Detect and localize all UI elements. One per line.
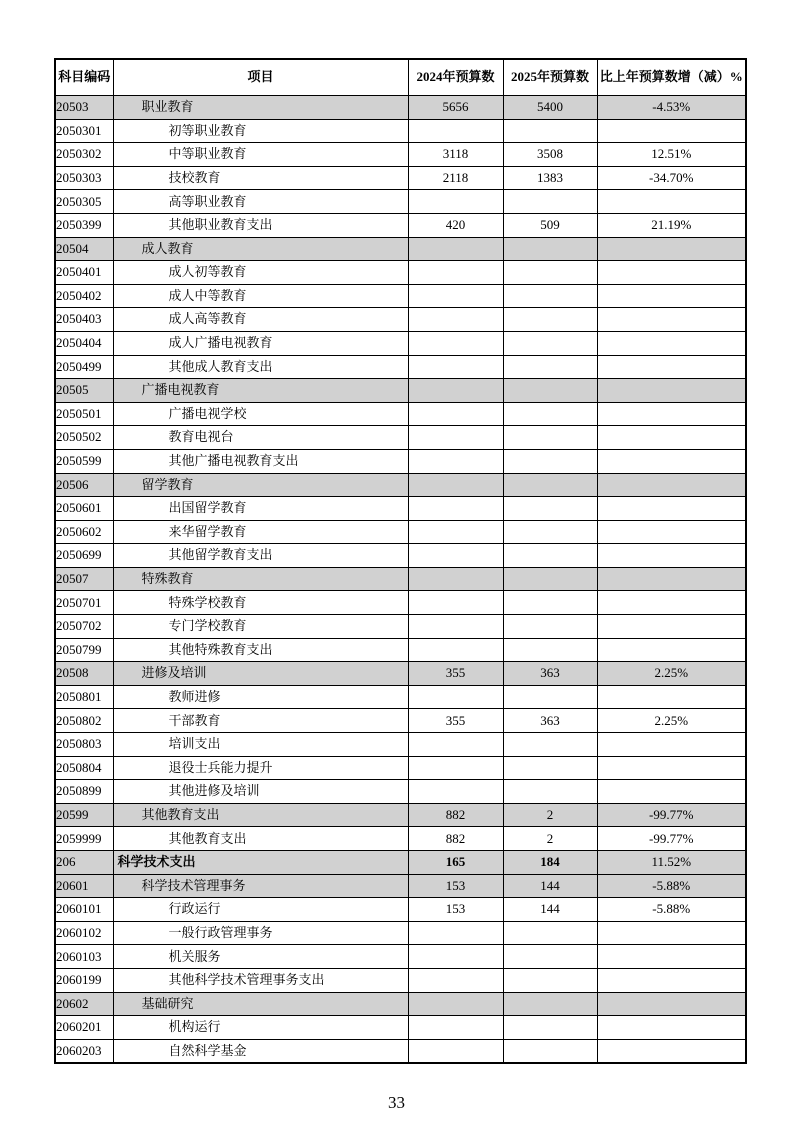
cell-budget-2024 bbox=[408, 685, 503, 709]
cell-item: 行政运行 bbox=[113, 898, 408, 922]
cell-budget-2025 bbox=[503, 497, 597, 521]
cell-budget-2024 bbox=[408, 968, 503, 992]
table-row bbox=[55, 921, 746, 945]
cell-code: 2050302 bbox=[55, 143, 113, 167]
cell-item: 成人高等教育 bbox=[113, 308, 408, 332]
cell-budget-2024 bbox=[408, 473, 503, 497]
col-header-change-pct: 比上年预算数增（减）% bbox=[597, 59, 746, 96]
cell-code: 2050301 bbox=[55, 119, 113, 143]
cell-budget-2024: 2118 bbox=[408, 166, 503, 190]
cell-budget-2025 bbox=[503, 284, 597, 308]
col-header-budget-2024: 2024年预算数 bbox=[408, 59, 503, 96]
cell-code: 2050399 bbox=[55, 213, 113, 237]
cell-change-pct bbox=[597, 449, 746, 473]
table-row bbox=[55, 473, 746, 497]
cell-budget-2025: 363 bbox=[503, 709, 597, 733]
cell-budget-2024 bbox=[408, 520, 503, 544]
cell-item: 其他成人教育支出 bbox=[113, 355, 408, 379]
cell-code: 2050501 bbox=[55, 402, 113, 426]
cell-budget-2025 bbox=[503, 449, 597, 473]
cell-change-pct: -4.53% bbox=[597, 96, 746, 120]
table-row bbox=[55, 143, 746, 167]
cell-budget-2024 bbox=[408, 190, 503, 214]
cell-code: 2060101 bbox=[55, 898, 113, 922]
cell-item: 干部教育 bbox=[113, 709, 408, 733]
cell-code: 2050401 bbox=[55, 261, 113, 285]
cell-budget-2024: 355 bbox=[408, 662, 503, 686]
cell-change-pct bbox=[597, 638, 746, 662]
cell-budget-2025 bbox=[503, 355, 597, 379]
table-row bbox=[55, 638, 746, 662]
table-row bbox=[55, 284, 746, 308]
cell-budget-2025 bbox=[503, 520, 597, 544]
cell-code: 20506 bbox=[55, 473, 113, 497]
cell-change-pct bbox=[597, 992, 746, 1016]
table-row bbox=[55, 449, 746, 473]
cell-item: 广播电视学校 bbox=[113, 402, 408, 426]
cell-item: 其他特殊教育支出 bbox=[113, 638, 408, 662]
cell-code: 20507 bbox=[55, 567, 113, 591]
table-row bbox=[55, 261, 746, 285]
cell-code: 2050601 bbox=[55, 497, 113, 521]
cell-code: 2050802 bbox=[55, 709, 113, 733]
cell-code: 20505 bbox=[55, 379, 113, 403]
cell-budget-2025: 144 bbox=[503, 898, 597, 922]
cell-code: 2050305 bbox=[55, 190, 113, 214]
cell-budget-2024 bbox=[408, 567, 503, 591]
cell-budget-2024 bbox=[408, 119, 503, 143]
table-row bbox=[55, 96, 746, 120]
cell-budget-2025 bbox=[503, 190, 597, 214]
cell-budget-2025 bbox=[503, 544, 597, 568]
cell-budget-2025 bbox=[503, 921, 597, 945]
cell-item: 其他科学技术管理事务支出 bbox=[113, 968, 408, 992]
cell-budget-2025 bbox=[503, 308, 597, 332]
cell-code: 20508 bbox=[55, 662, 113, 686]
cell-budget-2024 bbox=[408, 355, 503, 379]
cell-item: 进修及培训 bbox=[113, 662, 408, 686]
page-number: 33 bbox=[388, 1093, 405, 1112]
cell-change-pct bbox=[597, 615, 746, 639]
cell-budget-2024 bbox=[408, 615, 503, 639]
cell-code: 20599 bbox=[55, 803, 113, 827]
cell-item: 机关服务 bbox=[113, 945, 408, 969]
cell-code: 20601 bbox=[55, 874, 113, 898]
cell-budget-2024: 5656 bbox=[408, 96, 503, 120]
table-row bbox=[55, 497, 746, 521]
table-row bbox=[55, 544, 746, 568]
cell-item: 退役士兵能力提升 bbox=[113, 756, 408, 780]
cell-change-pct bbox=[597, 921, 746, 945]
cell-code: 2050701 bbox=[55, 591, 113, 615]
cell-item: 成人教育 bbox=[113, 237, 408, 261]
cell-change-pct bbox=[597, 733, 746, 757]
cell-code: 20503 bbox=[55, 96, 113, 120]
cell-budget-2024 bbox=[408, 921, 503, 945]
cell-budget-2024 bbox=[408, 945, 503, 969]
cell-change-pct: -5.88% bbox=[597, 898, 746, 922]
cell-code: 2060102 bbox=[55, 921, 113, 945]
cell-budget-2025 bbox=[503, 591, 597, 615]
cell-item: 其他留学教育支出 bbox=[113, 544, 408, 568]
cell-item: 其他教育支出 bbox=[113, 827, 408, 851]
cell-budget-2025 bbox=[503, 119, 597, 143]
cell-budget-2025 bbox=[503, 237, 597, 261]
cell-item: 初等职业教育 bbox=[113, 119, 408, 143]
table-row bbox=[55, 213, 746, 237]
cell-budget-2025 bbox=[503, 733, 597, 757]
table-row bbox=[55, 119, 746, 143]
cell-budget-2025 bbox=[503, 379, 597, 403]
cell-code: 20504 bbox=[55, 237, 113, 261]
table-row bbox=[55, 756, 746, 780]
cell-item: 特殊学校教育 bbox=[113, 591, 408, 615]
cell-code: 2050499 bbox=[55, 355, 113, 379]
cell-change-pct bbox=[597, 968, 746, 992]
cell-budget-2024 bbox=[408, 992, 503, 1016]
table-row bbox=[55, 615, 746, 639]
cell-change-pct: -99.77% bbox=[597, 803, 746, 827]
cell-budget-2025 bbox=[503, 426, 597, 450]
cell-code: 2050799 bbox=[55, 638, 113, 662]
table-row bbox=[55, 662, 746, 686]
cell-budget-2024 bbox=[408, 449, 503, 473]
table-row bbox=[55, 308, 746, 332]
cell-item: 广播电视教育 bbox=[113, 379, 408, 403]
cell-item: 培训支出 bbox=[113, 733, 408, 757]
cell-budget-2025: 184 bbox=[503, 851, 597, 875]
table-row bbox=[55, 426, 746, 450]
table-row bbox=[55, 237, 746, 261]
cell-budget-2024 bbox=[408, 379, 503, 403]
cell-budget-2024: 3118 bbox=[408, 143, 503, 167]
cell-budget-2025: 363 bbox=[503, 662, 597, 686]
cell-budget-2025 bbox=[503, 638, 597, 662]
cell-code: 206 bbox=[55, 851, 113, 875]
cell-change-pct bbox=[597, 591, 746, 615]
cell-item: 基础研究 bbox=[113, 992, 408, 1016]
cell-change-pct bbox=[597, 308, 746, 332]
cell-budget-2024 bbox=[408, 237, 503, 261]
cell-item: 成人广播电视教育 bbox=[113, 331, 408, 355]
cell-code: 2050804 bbox=[55, 756, 113, 780]
cell-budget-2024: 153 bbox=[408, 874, 503, 898]
table-row bbox=[55, 733, 746, 757]
cell-item: 教师进修 bbox=[113, 685, 408, 709]
cell-code: 2050801 bbox=[55, 685, 113, 709]
cell-code: 2050899 bbox=[55, 780, 113, 804]
cell-code: 2050599 bbox=[55, 449, 113, 473]
cell-item: 职业教育 bbox=[113, 96, 408, 120]
table-row bbox=[55, 1039, 746, 1063]
cell-budget-2025 bbox=[503, 402, 597, 426]
table-row bbox=[55, 520, 746, 544]
cell-code: 2060203 bbox=[55, 1039, 113, 1063]
cell-code: 2060199 bbox=[55, 968, 113, 992]
cell-change-pct bbox=[597, 119, 746, 143]
cell-change-pct: 21.19% bbox=[597, 213, 746, 237]
cell-item: 特殊教育 bbox=[113, 567, 408, 591]
table-row bbox=[55, 898, 746, 922]
cell-code: 2059999 bbox=[55, 827, 113, 851]
cell-change-pct bbox=[597, 780, 746, 804]
cell-item: 其他进修及培训 bbox=[113, 780, 408, 804]
cell-item: 中等职业教育 bbox=[113, 143, 408, 167]
cell-budget-2024: 355 bbox=[408, 709, 503, 733]
col-header-subject-code: 科目编码 bbox=[55, 59, 113, 96]
table-row bbox=[55, 709, 746, 733]
table-row bbox=[55, 567, 746, 591]
cell-budget-2024 bbox=[408, 591, 503, 615]
cell-budget-2024 bbox=[408, 497, 503, 521]
cell-budget-2025: 2 bbox=[503, 827, 597, 851]
table-row bbox=[55, 945, 746, 969]
cell-budget-2024 bbox=[408, 756, 503, 780]
cell-change-pct bbox=[597, 331, 746, 355]
cell-budget-2024 bbox=[408, 733, 503, 757]
table-row bbox=[55, 992, 746, 1016]
cell-code: 2050403 bbox=[55, 308, 113, 332]
table-row bbox=[55, 685, 746, 709]
cell-budget-2024 bbox=[408, 402, 503, 426]
cell-budget-2025 bbox=[503, 261, 597, 285]
cell-budget-2025 bbox=[503, 1016, 597, 1040]
cell-budget-2024 bbox=[408, 544, 503, 568]
cell-change-pct bbox=[597, 1039, 746, 1063]
cell-budget-2024: 882 bbox=[408, 827, 503, 851]
cell-change-pct bbox=[597, 1016, 746, 1040]
table-header bbox=[55, 59, 746, 96]
cell-budget-2024: 165 bbox=[408, 851, 503, 875]
cell-budget-2024 bbox=[408, 308, 503, 332]
cell-code: 2060201 bbox=[55, 1016, 113, 1040]
table-row bbox=[55, 355, 746, 379]
cell-budget-2025 bbox=[503, 331, 597, 355]
cell-change-pct bbox=[597, 473, 746, 497]
cell-item: 专门学校教育 bbox=[113, 615, 408, 639]
cell-budget-2025: 1383 bbox=[503, 166, 597, 190]
cell-budget-2024: 420 bbox=[408, 213, 503, 237]
table-row bbox=[55, 190, 746, 214]
cell-code: 2050502 bbox=[55, 426, 113, 450]
cell-change-pct bbox=[597, 355, 746, 379]
cell-budget-2024: 153 bbox=[408, 898, 503, 922]
cell-item: 来华留学教育 bbox=[113, 520, 408, 544]
cell-item: 成人中等教育 bbox=[113, 284, 408, 308]
cell-change-pct bbox=[597, 497, 746, 521]
cell-item: 科学技术管理事务 bbox=[113, 874, 408, 898]
cell-item: 其他职业教育支出 bbox=[113, 213, 408, 237]
cell-budget-2025 bbox=[503, 780, 597, 804]
cell-budget-2024 bbox=[408, 284, 503, 308]
cell-change-pct bbox=[597, 567, 746, 591]
col-header-item: 项目 bbox=[113, 59, 408, 96]
cell-change-pct: 12.51% bbox=[597, 143, 746, 167]
cell-budget-2024: 882 bbox=[408, 803, 503, 827]
cell-budget-2025 bbox=[503, 945, 597, 969]
cell-budget-2024 bbox=[408, 780, 503, 804]
cell-item: 科学技术支出 bbox=[113, 851, 408, 875]
cell-budget-2024 bbox=[408, 1039, 503, 1063]
cell-change-pct bbox=[597, 945, 746, 969]
cell-budget-2025: 509 bbox=[503, 213, 597, 237]
cell-budget-2025: 5400 bbox=[503, 96, 597, 120]
cell-budget-2024 bbox=[408, 426, 503, 450]
cell-change-pct bbox=[597, 544, 746, 568]
cell-code: 2050303 bbox=[55, 166, 113, 190]
table-row bbox=[55, 968, 746, 992]
cell-item: 自然科学基金 bbox=[113, 1039, 408, 1063]
cell-change-pct bbox=[597, 756, 746, 780]
cell-budget-2025: 2 bbox=[503, 803, 597, 827]
table-row bbox=[55, 874, 746, 898]
cell-budget-2025: 3508 bbox=[503, 143, 597, 167]
cell-change-pct bbox=[597, 190, 746, 214]
cell-item: 教育电视台 bbox=[113, 426, 408, 450]
table-row bbox=[55, 379, 746, 403]
cell-item: 技校教育 bbox=[113, 166, 408, 190]
cell-budget-2025 bbox=[503, 756, 597, 780]
cell-change-pct bbox=[597, 426, 746, 450]
cell-change-pct bbox=[597, 284, 746, 308]
cell-change-pct bbox=[597, 379, 746, 403]
cell-change-pct: -5.88% bbox=[597, 874, 746, 898]
cell-budget-2025 bbox=[503, 1039, 597, 1063]
cell-item: 成人初等教育 bbox=[113, 261, 408, 285]
cell-item: 一般行政管理事务 bbox=[113, 921, 408, 945]
cell-change-pct: 11.52% bbox=[597, 851, 746, 875]
cell-change-pct: 2.25% bbox=[597, 662, 746, 686]
cell-budget-2024 bbox=[408, 638, 503, 662]
table-row bbox=[55, 851, 746, 875]
table-row bbox=[55, 780, 746, 804]
cell-code: 2060103 bbox=[55, 945, 113, 969]
table-body bbox=[55, 96, 746, 1064]
cell-code: 2050699 bbox=[55, 544, 113, 568]
cell-change-pct bbox=[597, 520, 746, 544]
cell-item: 高等职业教育 bbox=[113, 190, 408, 214]
cell-budget-2025 bbox=[503, 968, 597, 992]
cell-item: 出国留学教育 bbox=[113, 497, 408, 521]
cell-budget-2025 bbox=[503, 615, 597, 639]
cell-change-pct bbox=[597, 402, 746, 426]
cell-item: 机构运行 bbox=[113, 1016, 408, 1040]
cell-change-pct: 2.25% bbox=[597, 709, 746, 733]
table-row bbox=[55, 827, 746, 851]
cell-item: 其他广播电视教育支出 bbox=[113, 449, 408, 473]
cell-change-pct bbox=[597, 261, 746, 285]
cell-code: 2050803 bbox=[55, 733, 113, 757]
table-row bbox=[55, 803, 746, 827]
cell-item: 其他教育支出 bbox=[113, 803, 408, 827]
table-row bbox=[55, 591, 746, 615]
cell-budget-2025 bbox=[503, 567, 597, 591]
table-row bbox=[55, 402, 746, 426]
cell-budget-2024 bbox=[408, 261, 503, 285]
table-row bbox=[55, 1016, 746, 1040]
cell-change-pct: -34.70% bbox=[597, 166, 746, 190]
cell-budget-2025 bbox=[503, 685, 597, 709]
table-row bbox=[55, 331, 746, 355]
cell-change-pct bbox=[597, 685, 746, 709]
cell-item: 留学教育 bbox=[113, 473, 408, 497]
cell-code: 2050402 bbox=[55, 284, 113, 308]
header-row bbox=[55, 59, 746, 96]
col-header-budget-2025: 2025年预算数 bbox=[503, 59, 597, 96]
cell-budget-2025 bbox=[503, 992, 597, 1016]
cell-budget-2025: 144 bbox=[503, 874, 597, 898]
cell-change-pct: -99.77% bbox=[597, 827, 746, 851]
cell-change-pct bbox=[597, 237, 746, 261]
cell-code: 20602 bbox=[55, 992, 113, 1016]
cell-code: 2050602 bbox=[55, 520, 113, 544]
cell-code: 2050404 bbox=[55, 331, 113, 355]
cell-code: 2050702 bbox=[55, 615, 113, 639]
table-row bbox=[55, 166, 746, 190]
budget-table bbox=[54, 58, 747, 1064]
cell-budget-2024 bbox=[408, 1016, 503, 1040]
cell-budget-2025 bbox=[503, 473, 597, 497]
cell-budget-2024 bbox=[408, 331, 503, 355]
